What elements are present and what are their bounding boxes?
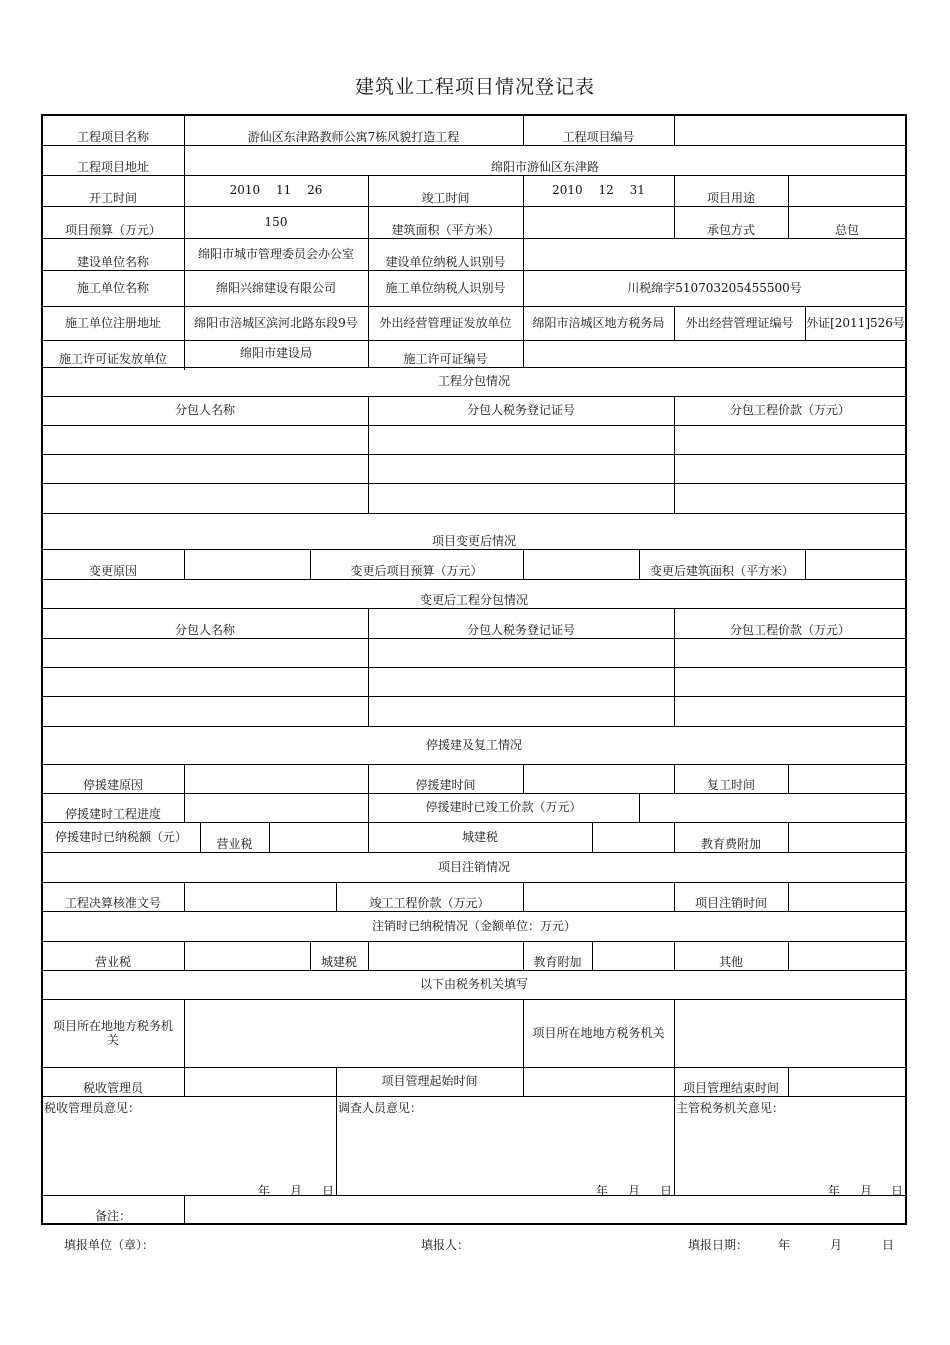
reg-address-label: 施工单位注册地址 — [64, 315, 161, 330]
owner-tax-id-label: 建设单位纳税人识别号 — [385, 255, 506, 269]
footer-date-label: 填报日期： — [688, 1238, 749, 1252]
address-value[interactable]: 绵阳市游仙区东津路 — [490, 160, 599, 174]
contract-type-label: 承包方式 — [706, 223, 755, 237]
change-sub-col-tax: 分包人税务登记证号 — [466, 623, 575, 637]
footer-month: 月 — [830, 1238, 843, 1252]
project-name-label: 工程项目名称 — [76, 130, 149, 144]
builder-name-value[interactable]: 绵阳兴绵建设有限公司 — [215, 280, 336, 295]
permit-issuer-value[interactable]: 绵阳市建设局 — [239, 346, 312, 360]
builder-tax-id-label: 施工单位纳税人识别号 — [385, 280, 506, 295]
project-use-value[interactable] — [788, 175, 906, 206]
opinion3-day: 日 — [891, 1184, 904, 1198]
final-price-label: 竣工工程价款（万元） — [369, 896, 490, 910]
cancel-city-tax-label: 城建税 — [320, 955, 357, 969]
suspend-done-price-label: 停援建时已竣工价款（万元） — [425, 800, 582, 814]
finish-time-value[interactable]: 2010 12 31 — [552, 183, 645, 197]
suspend-reason-label: 停援建原因 — [82, 778, 143, 792]
project-name-value[interactable]: 游仙区东津路教师公寓7栋风貌打造工程 — [247, 130, 460, 144]
sub-col-name: 分包人名称 — [174, 403, 235, 417]
investigator-opinion[interactable]: 调查人员意见： — [338, 1101, 423, 1115]
change-sub-section-title: 变更后工程分包情况 — [419, 593, 528, 607]
cancel-section-title: 项目注销情况 — [437, 859, 510, 874]
project-no-label: 工程项目编号 — [562, 130, 635, 144]
cert-no-value[interactable]: 外证[2011]526号 — [806, 315, 905, 330]
change-sub-col-price: 分包工程价款（万元） — [729, 623, 850, 637]
finish-time-label: 竣工时间 — [421, 191, 470, 205]
footer-unit-label: 填报单位（章）： — [64, 1238, 155, 1252]
resume-time-label: 复工时间 — [706, 778, 755, 792]
local-tax-office-label-a: 项目所在地地方税务机关 — [52, 1019, 173, 1047]
change-area-label: 变更后建筑面积（平方米） — [649, 564, 794, 578]
form-title: 建筑业工程项目情况登记表 — [354, 76, 595, 98]
change-budget-label: 变更后项目预算（万元） — [350, 564, 483, 578]
cert-issuer-value[interactable]: 绵阳市涪城区地方税务局 — [532, 315, 665, 330]
sub-col-price: 分包工程价款（万元） — [729, 403, 850, 417]
footer-day: 日 — [882, 1238, 895, 1252]
area-label: 建筑面积（平方米） — [391, 223, 500, 237]
reg-address-value[interactable]: 绵阳市涪城区滨河北路东段9号 — [194, 315, 358, 330]
budget-value[interactable]: 150 — [264, 214, 288, 229]
cancel-edu-label: 教育附加 — [533, 955, 582, 969]
opinion3-year: 年 — [828, 1184, 841, 1198]
local-tax-office-label-b: 项目所在地地方税务机关 — [532, 1025, 665, 1040]
opinion1-month: 月 — [290, 1184, 303, 1198]
builder-tax-id-value[interactable]: 川税绵字510703205455500号 — [627, 280, 802, 295]
cancel-tax-section-title: 注销时已纳税情况（金额单位：万元） — [371, 918, 576, 933]
suspend-tax-paid-label: 停援建时已纳税额（元） — [54, 829, 187, 844]
subcontract-section-title: 工程分包情况 — [437, 374, 510, 388]
project-use-label: 项目用途 — [706, 191, 755, 205]
permit-no-label: 施工许可证编号 — [403, 352, 488, 366]
remark-label: 备注： — [94, 1209, 131, 1223]
approval-no-label: 工程决算核准文号 — [64, 896, 161, 910]
opinion1-day: 日 — [322, 1184, 335, 1198]
suspend-section-title: 停援建及复工情况 — [425, 737, 522, 752]
change-reason-label: 变更原因 — [88, 564, 137, 578]
suspend-time-label: 停援建时间 — [415, 778, 476, 792]
footer-year: 年 — [778, 1238, 791, 1252]
start-time-value[interactable]: 2010 11 26 — [229, 183, 323, 197]
suspend-progress-label: 停援建时工程进度 — [64, 807, 161, 821]
opinion2-month: 月 — [628, 1184, 641, 1198]
tax-authority-opinion[interactable]: 主管税务机关意见： — [676, 1101, 785, 1115]
footer-person-label: 填报人： — [421, 1238, 470, 1252]
cert-issuer-label: 外出经营管理证发放单位 — [379, 315, 512, 330]
project-no-value[interactable] — [674, 115, 906, 145]
tax-manager-label: 税收管理员 — [82, 1081, 143, 1095]
cancel-time-label: 项目注销时间 — [694, 896, 767, 910]
cancel-other-label: 其他 — [718, 955, 743, 969]
tax-office-section-title: 以下由税务机关填写 — [419, 977, 528, 991]
permit-issuer-label: 施工许可证发放单位 — [58, 352, 167, 366]
opinion3-month: 月 — [860, 1184, 873, 1198]
suspend-business-tax-label: 营业税 — [216, 837, 253, 851]
tax-manager-opinion[interactable]: 税收管理员意见： — [44, 1101, 141, 1115]
owner-name-value[interactable]: 绵阳市城市管理委员会办公室 — [197, 246, 354, 261]
cert-no-label: 外出经营管理证编号 — [685, 315, 794, 330]
sub-col-tax: 分包人税务登记证号 — [466, 403, 575, 417]
area-value[interactable] — [523, 206, 674, 238]
opinion1-year: 年 — [258, 1184, 271, 1198]
mgmt-end-label: 项目管理结束时间 — [682, 1081, 779, 1095]
change-section-title: 项目变更后情况 — [431, 534, 516, 548]
permit-no-value[interactable] — [523, 340, 906, 367]
mgmt-start-label: 项目管理起始时间 — [381, 1074, 478, 1088]
suspend-city-tax-label: 城建税 — [461, 829, 498, 844]
owner-name-label: 建设单位名称 — [76, 255, 149, 269]
builder-name-label: 施工单位名称 — [76, 280, 149, 295]
start-time-label: 开工时间 — [88, 191, 137, 205]
owner-tax-id-value[interactable] — [523, 238, 906, 270]
suspend-edu-label: 教育费附加 — [700, 837, 761, 851]
address-label: 工程项目地址 — [76, 160, 149, 174]
change-sub-col-name: 分包人名称 — [174, 623, 235, 637]
budget-label: 项目预算（万元） — [64, 223, 161, 237]
opinion2-day: 日 — [660, 1184, 673, 1198]
contract-type-value[interactable]: 总包 — [834, 223, 859, 237]
cancel-business-tax-label: 营业税 — [94, 955, 131, 969]
opinion2-year: 年 — [596, 1184, 609, 1198]
